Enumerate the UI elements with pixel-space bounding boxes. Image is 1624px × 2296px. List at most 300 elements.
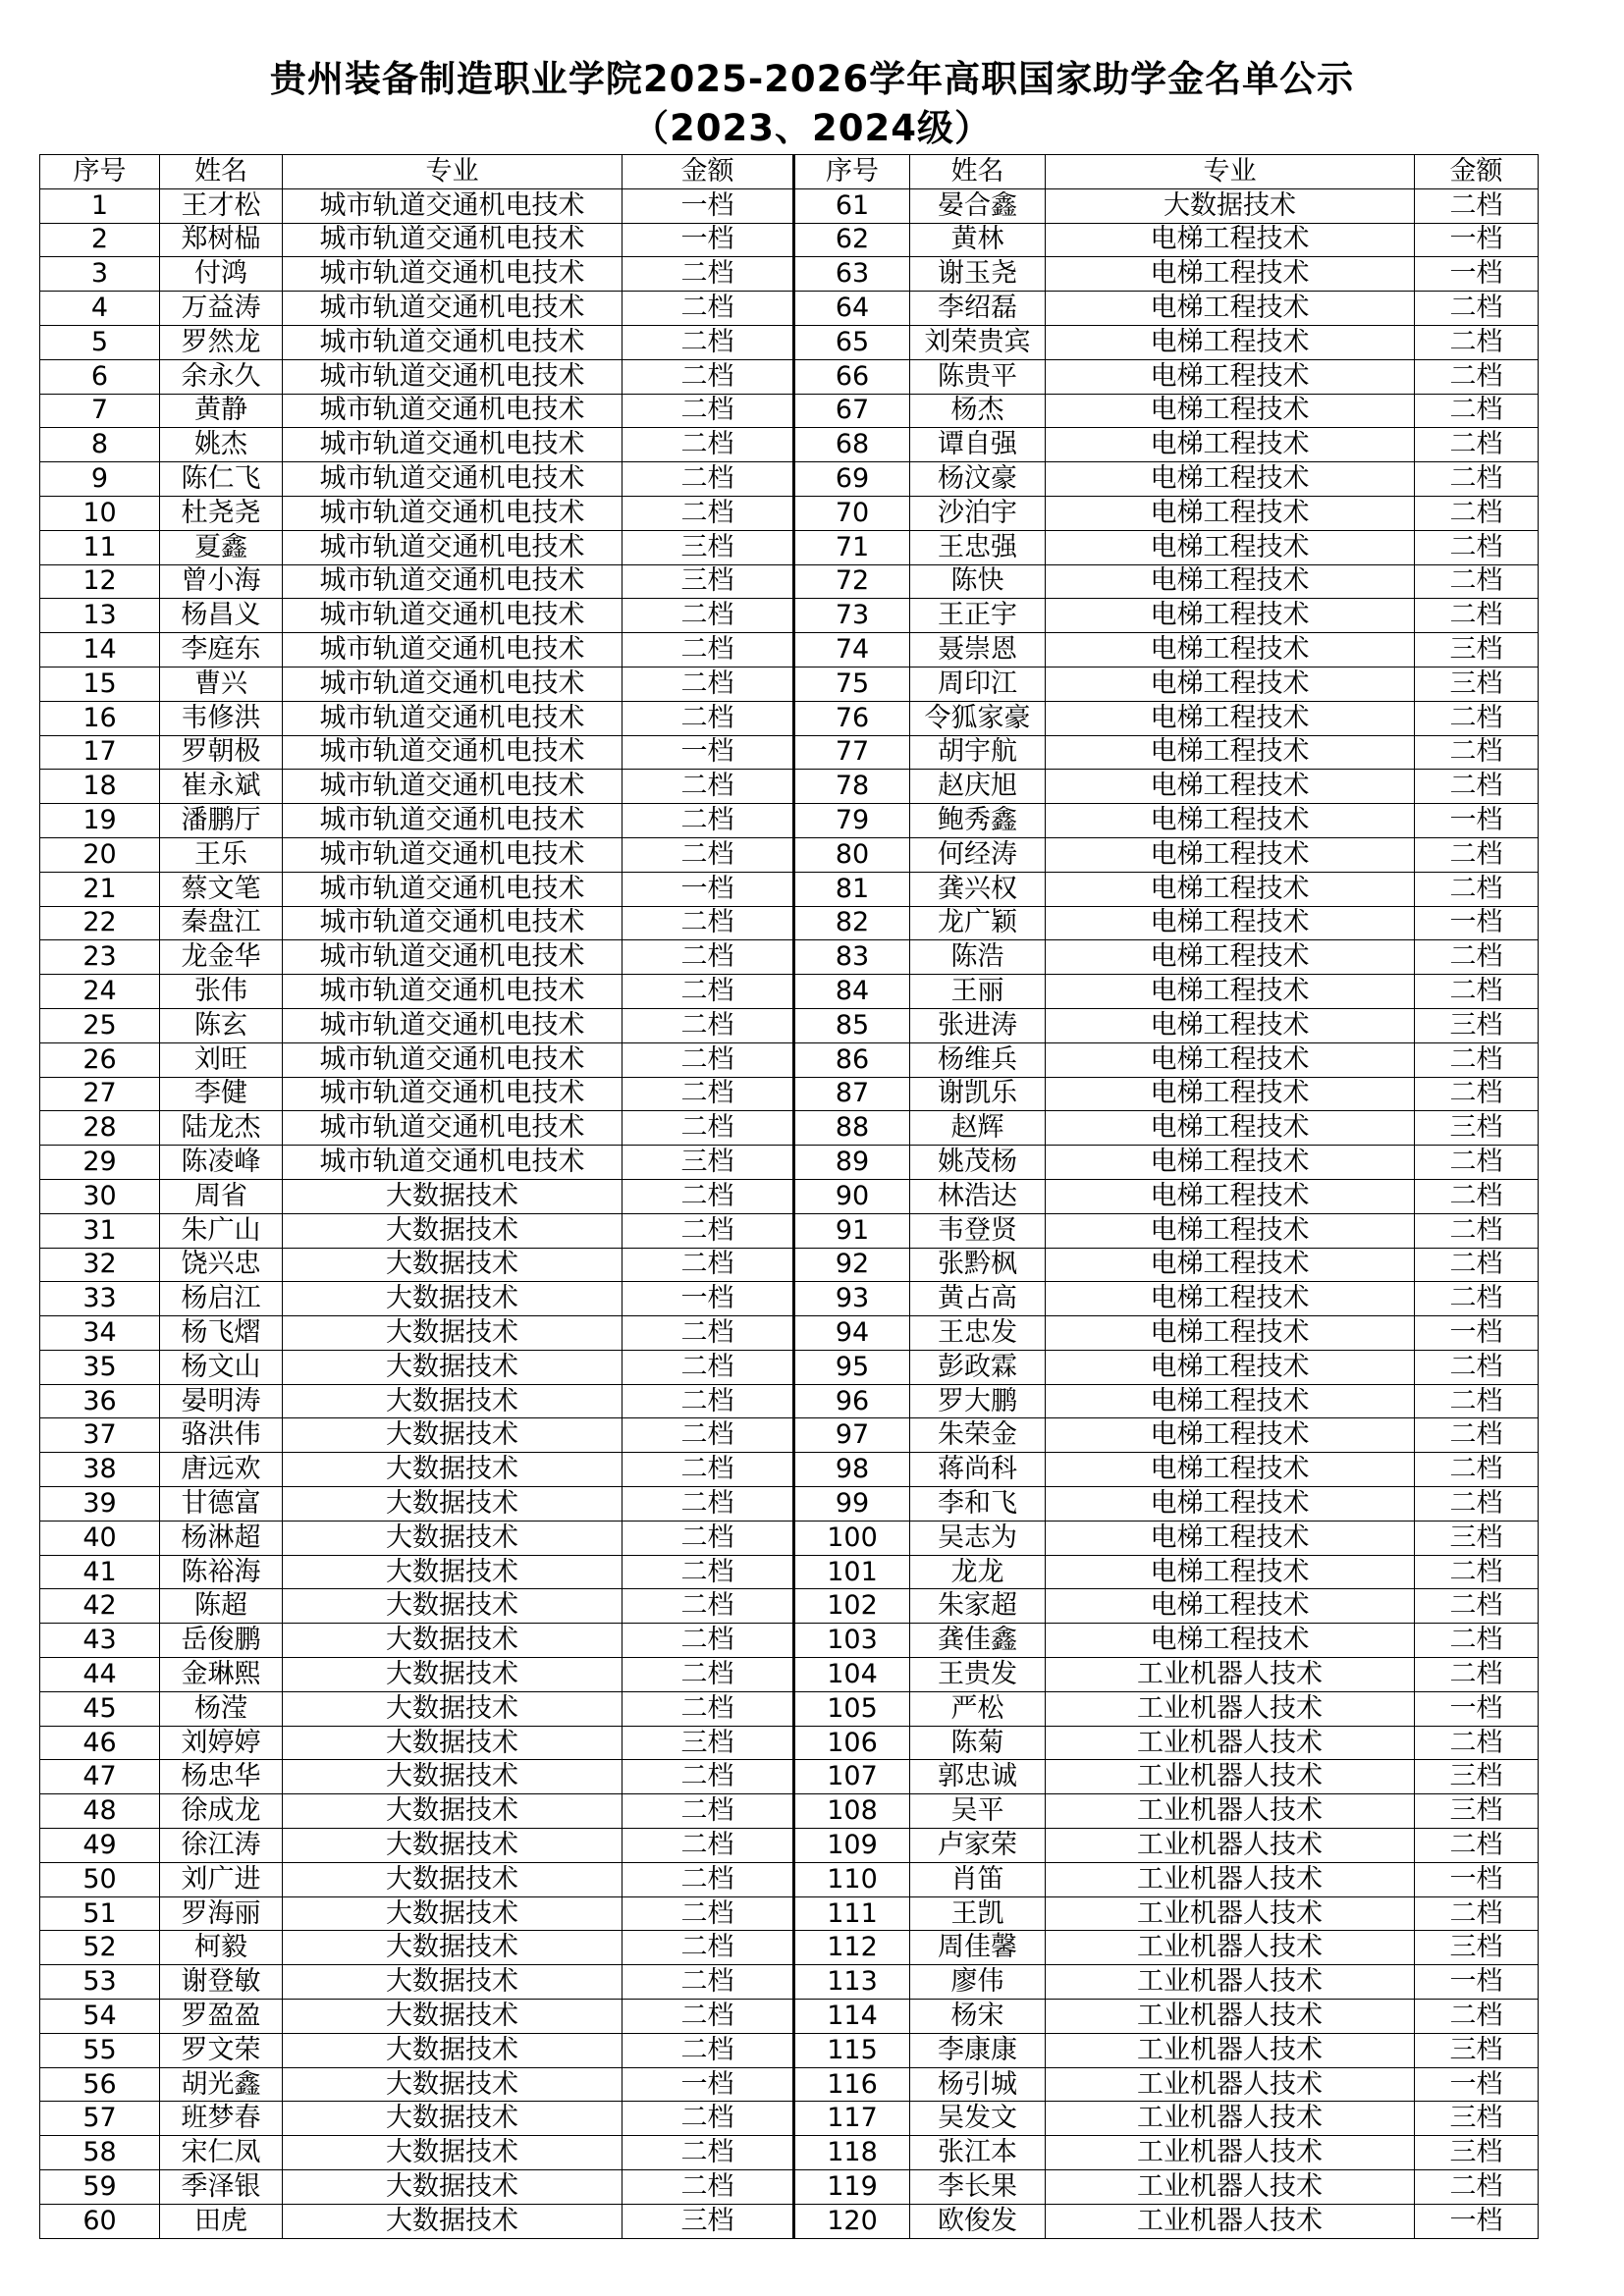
amount-cell: 二档 [1415, 564, 1539, 599]
seq-cell: 14 [40, 633, 160, 667]
amount-cell: 二档 [623, 325, 794, 359]
major-cell: 城市轨道交通机电技术 [283, 804, 623, 838]
seq-cell: 64 [794, 292, 910, 326]
name-cell: 杨宋 [910, 2000, 1046, 2034]
major-cell: 大数据技术 [283, 1624, 623, 1658]
name-cell: 严松 [910, 1691, 1046, 1726]
major-cell: 城市轨道交通机电技术 [283, 837, 623, 872]
amount-cell: 三档 [1415, 2102, 1539, 2136]
name-cell: 杨昌义 [160, 599, 283, 633]
name-cell: 张黔枫 [910, 1248, 1046, 1282]
amount-cell: 二档 [623, 1896, 794, 1931]
table-row [40, 872, 1539, 906]
major-cell: 大数据技术 [283, 1862, 623, 1896]
major-cell: 城市轨道交通机电技术 [283, 906, 623, 940]
amount-cell: 二档 [1415, 462, 1539, 497]
amount-cell: 二档 [1415, 735, 1539, 770]
amount-cell: 二档 [1415, 837, 1539, 872]
seq-cell: 6 [40, 359, 160, 394]
seq-cell: 2 [40, 223, 160, 257]
seq-cell: 38 [40, 1453, 160, 1487]
major-cell: 电梯工程技术 [1046, 1384, 1415, 1418]
amount-cell: 二档 [623, 2102, 794, 2136]
major-cell: 电梯工程技术 [1046, 1213, 1415, 1248]
major-cell: 大数据技术 [283, 1282, 623, 1316]
seq-cell: 97 [794, 1418, 910, 1453]
major-cell: 工业机器人技术 [1046, 1658, 1415, 1692]
major-cell: 大数据技术 [283, 1658, 623, 1692]
seq-cell: 13 [40, 599, 160, 633]
table-row [40, 496, 1539, 530]
name-cell: 罗海丽 [160, 1896, 283, 1931]
name-cell: 沙泊宇 [910, 496, 1046, 530]
name-cell: 张江本 [910, 2136, 1046, 2170]
table-row [40, 2204, 1539, 2238]
seq-cell: 51 [40, 1896, 160, 1931]
amount-cell: 二档 [623, 1077, 794, 1111]
seq-cell: 108 [794, 1794, 910, 1829]
seq-cell: 60 [40, 2204, 160, 2238]
seq-cell: 72 [794, 564, 910, 599]
major-cell: 电梯工程技术 [1046, 1487, 1415, 1522]
amount-cell: 二档 [1415, 428, 1539, 462]
major-cell: 大数据技术 [283, 1691, 623, 1726]
amount-cell: 二档 [1415, 292, 1539, 326]
amount-cell: 二档 [1415, 599, 1539, 633]
seq-cell: 98 [794, 1453, 910, 1487]
major-cell: 城市轨道交通机电技术 [283, 359, 623, 394]
name-cell: 陈凌峰 [160, 1146, 283, 1180]
amount-cell: 二档 [623, 428, 794, 462]
seq-cell: 54 [40, 2000, 160, 2034]
major-cell: 工业机器人技术 [1046, 1862, 1415, 1896]
amount-cell: 二档 [1415, 1042, 1539, 1077]
major-cell: 城市轨道交通机电技术 [283, 599, 623, 633]
name-cell: 谢凯乐 [910, 1077, 1046, 1111]
name-cell: 陈菊 [910, 1726, 1046, 1760]
seq-cell: 33 [40, 1282, 160, 1316]
major-cell: 大数据技术 [283, 1829, 623, 1863]
major-cell: 电梯工程技术 [1046, 462, 1415, 497]
seq-cell: 95 [794, 1350, 910, 1384]
major-cell: 电梯工程技术 [1046, 292, 1415, 326]
table-row [40, 1042, 1539, 1077]
name-cell: 杨滢 [160, 1691, 283, 1726]
amount-cell: 二档 [1415, 496, 1539, 530]
name-cell: 黄林 [910, 223, 1046, 257]
seq-cell: 46 [40, 1726, 160, 1760]
major-cell: 电梯工程技术 [1046, 428, 1415, 462]
name-cell: 聂崇恩 [910, 633, 1046, 667]
major-cell: 大数据技术 [283, 2136, 623, 2170]
name-cell: 吴志为 [910, 1521, 1046, 1555]
table-row [40, 906, 1539, 940]
major-cell: 电梯工程技术 [1046, 837, 1415, 872]
major-cell: 城市轨道交通机电技术 [283, 428, 623, 462]
major-cell: 大数据技术 [283, 1179, 623, 1213]
seq-cell: 50 [40, 1862, 160, 1896]
table-row [40, 2033, 1539, 2067]
major-cell: 城市轨道交通机电技术 [283, 1042, 623, 1077]
name-cell: 郭忠诚 [910, 1760, 1046, 1794]
name-cell: 姚茂杨 [910, 1146, 1046, 1180]
amount-cell: 二档 [1415, 359, 1539, 394]
table-row [40, 770, 1539, 804]
major-cell: 工业机器人技术 [1046, 1760, 1415, 1794]
name-cell: 崔永斌 [160, 770, 283, 804]
table-row [40, 292, 1539, 326]
amount-cell: 三档 [623, 530, 794, 564]
amount-cell: 一档 [1415, 1691, 1539, 1726]
table-row [40, 1624, 1539, 1658]
amount-cell: 三档 [1415, 2033, 1539, 2067]
amount-cell: 二档 [1415, 1555, 1539, 1589]
seq-cell: 1 [40, 188, 160, 223]
table-row [40, 2170, 1539, 2205]
table-row [40, 1453, 1539, 1487]
major-cell: 城市轨道交通机电技术 [283, 188, 623, 223]
name-cell: 彭政霖 [910, 1350, 1046, 1384]
amount-cell: 二档 [623, 359, 794, 394]
name-cell: 唐远欢 [160, 1453, 283, 1487]
name-cell: 李绍磊 [910, 292, 1046, 326]
seq-cell: 78 [794, 770, 910, 804]
seq-cell: 31 [40, 1213, 160, 1248]
major-cell: 大数据技术 [283, 2000, 623, 2034]
name-cell: 罗然龙 [160, 325, 283, 359]
major-cell: 城市轨道交通机电技术 [283, 940, 623, 975]
seq-cell: 28 [40, 1111, 160, 1146]
seq-cell: 94 [794, 1316, 910, 1351]
name-cell: 赵庆旭 [910, 770, 1046, 804]
major-cell: 大数据技术 [283, 1965, 623, 2000]
amount-cell: 二档 [1415, 1453, 1539, 1487]
name-cell: 陈裕海 [160, 1555, 283, 1589]
major-cell: 电梯工程技术 [1046, 394, 1415, 428]
amount-cell: 二档 [623, 496, 794, 530]
major-cell: 电梯工程技术 [1046, 1077, 1415, 1111]
name-cell: 田虎 [160, 2204, 283, 2238]
name-cell: 谢玉尧 [910, 257, 1046, 292]
seq-cell: 81 [794, 872, 910, 906]
amount-cell: 二档 [623, 292, 794, 326]
major-cell: 电梯工程技术 [1046, 701, 1415, 735]
seq-cell: 24 [40, 975, 160, 1009]
name-cell: 王贵发 [910, 1658, 1046, 1692]
amount-cell: 三档 [1415, 667, 1539, 701]
seq-cell: 26 [40, 1042, 160, 1077]
seq-cell: 43 [40, 1624, 160, 1658]
document-subtitle: （2023、2024级） [632, 107, 992, 149]
seq-cell: 61 [794, 188, 910, 223]
major-cell: 电梯工程技术 [1046, 1146, 1415, 1180]
major-cell: 大数据技术 [283, 1350, 623, 1384]
table-row [40, 1658, 1539, 1692]
major-cell: 城市轨道交通机电技术 [283, 872, 623, 906]
major-cell: 城市轨道交通机电技术 [283, 462, 623, 497]
amount-cell: 一档 [623, 1282, 794, 1316]
seq-cell: 119 [794, 2170, 910, 2205]
amount-cell: 二档 [1415, 872, 1539, 906]
name-cell: 刘婷婷 [160, 1726, 283, 1760]
amount-cell: 二档 [623, 1555, 794, 1589]
table-row [40, 1829, 1539, 1863]
amount-cell: 二档 [623, 394, 794, 428]
amount-cell: 一档 [1415, 1862, 1539, 1896]
name-cell: 王乐 [160, 837, 283, 872]
name-cell: 陈贵平 [910, 359, 1046, 394]
seq-cell: 89 [794, 1146, 910, 1180]
amount-cell: 二档 [1415, 1146, 1539, 1180]
major-cell: 电梯工程技术 [1046, 223, 1415, 257]
header-name: 姓名 [160, 155, 283, 189]
seq-cell: 100 [794, 1521, 910, 1555]
table-row [40, 1418, 1539, 1453]
major-cell: 电梯工程技术 [1046, 1008, 1415, 1042]
table-row [40, 1077, 1539, 1111]
name-cell: 罗朝极 [160, 735, 283, 770]
major-cell: 城市轨道交通机电技术 [283, 1111, 623, 1146]
major-cell: 工业机器人技术 [1046, 1691, 1415, 1726]
amount-cell: 三档 [1415, 1760, 1539, 1794]
table-row [40, 428, 1539, 462]
table-row [40, 530, 1539, 564]
amount-cell: 二档 [623, 1384, 794, 1418]
major-cell: 电梯工程技术 [1046, 1521, 1415, 1555]
seq-cell: 75 [794, 667, 910, 701]
amount-cell: 二档 [623, 975, 794, 1009]
amount-cell: 二档 [623, 804, 794, 838]
amount-cell: 三档 [1415, 1111, 1539, 1146]
seq-cell: 37 [40, 1418, 160, 1453]
name-cell: 骆洪伟 [160, 1418, 283, 1453]
header-amount: 金额 [623, 155, 794, 189]
seq-cell: 88 [794, 1111, 910, 1146]
major-cell: 城市轨道交通机电技术 [283, 1077, 623, 1111]
name-cell: 付鸿 [160, 257, 283, 292]
name-cell: 欧俊发 [910, 2204, 1046, 2238]
major-cell: 城市轨道交通机电技术 [283, 667, 623, 701]
amount-cell: 二档 [623, 1794, 794, 1829]
name-cell: 杨杰 [910, 394, 1046, 428]
amount-cell: 二档 [623, 1350, 794, 1384]
seq-cell: 110 [794, 1862, 910, 1896]
amount-cell: 二档 [623, 1829, 794, 1863]
major-cell: 城市轨道交通机电技术 [283, 223, 623, 257]
amount-cell: 二档 [623, 940, 794, 975]
seq-cell: 41 [40, 1555, 160, 1589]
seq-cell: 101 [794, 1555, 910, 1589]
name-cell: 肖笛 [910, 1862, 1046, 1896]
seq-cell: 63 [794, 257, 910, 292]
amount-cell: 三档 [1415, 1794, 1539, 1829]
seq-cell: 96 [794, 1384, 910, 1418]
major-cell: 大数据技术 [283, 1760, 623, 1794]
seq-cell: 67 [794, 394, 910, 428]
name-cell: 万益涛 [160, 292, 283, 326]
name-cell: 王才松 [160, 188, 283, 223]
table-row [40, 2067, 1539, 2102]
amount-cell: 三档 [623, 2204, 794, 2238]
amount-cell: 三档 [1415, 1008, 1539, 1042]
table-row [40, 188, 1539, 223]
table-row [40, 940, 1539, 975]
major-cell: 大数据技术 [283, 1453, 623, 1487]
major-cell: 电梯工程技术 [1046, 496, 1415, 530]
seq-cell: 57 [40, 2102, 160, 2136]
amount-cell: 二档 [1415, 2170, 1539, 2205]
seq-cell: 79 [794, 804, 910, 838]
name-cell: 杨飞熠 [160, 1316, 283, 1351]
major-cell: 电梯工程技术 [1046, 1589, 1415, 1624]
amount-cell: 二档 [623, 1521, 794, 1555]
seq-cell: 45 [40, 1691, 160, 1726]
table-row [40, 1794, 1539, 1829]
name-cell: 陈玄 [160, 1008, 283, 1042]
table-row [40, 394, 1539, 428]
major-cell: 工业机器人技术 [1046, 2067, 1415, 2102]
amount-cell: 一档 [1415, 1316, 1539, 1351]
amount-cell: 二档 [1415, 1350, 1539, 1384]
table-row [40, 462, 1539, 497]
amount-cell: 二档 [623, 837, 794, 872]
seq-cell: 90 [794, 1179, 910, 1213]
name-cell: 张进涛 [910, 1008, 1046, 1042]
grant-recipients-table [39, 154, 1539, 2239]
seq-cell: 47 [40, 1760, 160, 1794]
amount-cell: 二档 [623, 1965, 794, 2000]
major-cell: 工业机器人技术 [1046, 1965, 1415, 2000]
amount-cell: 二档 [1415, 1418, 1539, 1453]
major-cell: 大数据技术 [283, 1896, 623, 1931]
name-cell: 饶兴忠 [160, 1248, 283, 1282]
seq-cell: 111 [794, 1896, 910, 1931]
amount-cell: 一档 [623, 735, 794, 770]
name-cell: 谭自强 [910, 428, 1046, 462]
amount-cell: 三档 [1415, 633, 1539, 667]
major-cell: 工业机器人技术 [1046, 2136, 1415, 2170]
major-cell: 电梯工程技术 [1046, 1316, 1415, 1351]
amount-cell: 二档 [1415, 1624, 1539, 1658]
table-row [40, 1965, 1539, 2000]
name-cell: 杨维兵 [910, 1042, 1046, 1077]
amount-cell: 二档 [1415, 975, 1539, 1009]
table-header-row [40, 155, 1539, 189]
seq-cell: 65 [794, 325, 910, 359]
name-cell: 杨汶豪 [910, 462, 1046, 497]
amount-cell: 二档 [623, 1691, 794, 1726]
amount-cell: 二档 [623, 1658, 794, 1692]
seq-cell: 62 [794, 223, 910, 257]
major-cell: 电梯工程技术 [1046, 1179, 1415, 1213]
amount-cell: 三档 [623, 1726, 794, 1760]
amount-cell: 一档 [1415, 257, 1539, 292]
amount-cell: 一档 [1415, 2067, 1539, 2102]
seq-cell: 103 [794, 1624, 910, 1658]
name-cell: 王忠发 [910, 1316, 1046, 1351]
amount-cell: 二档 [623, 1624, 794, 1658]
seq-cell: 15 [40, 667, 160, 701]
major-cell: 城市轨道交通机电技术 [283, 770, 623, 804]
table-row [40, 667, 1539, 701]
header-name: 姓名 [910, 155, 1046, 189]
seq-cell: 59 [40, 2170, 160, 2205]
amount-cell: 二档 [1415, 701, 1539, 735]
name-cell: 杨忠华 [160, 1760, 283, 1794]
name-cell: 王凯 [910, 1896, 1046, 1931]
table-row [40, 257, 1539, 292]
seq-cell: 117 [794, 2102, 910, 2136]
major-cell: 电梯工程技术 [1046, 804, 1415, 838]
major-cell: 电梯工程技术 [1046, 1624, 1415, 1658]
seq-cell: 120 [794, 2204, 910, 2238]
major-cell: 大数据技术 [1046, 188, 1415, 223]
major-cell: 工业机器人技术 [1046, 2204, 1415, 2238]
name-cell: 龙龙 [910, 1555, 1046, 1589]
major-cell: 大数据技术 [283, 2033, 623, 2067]
major-cell: 工业机器人技术 [1046, 2000, 1415, 2034]
table-row [40, 564, 1539, 599]
name-cell: 陈浩 [910, 940, 1046, 975]
table-row [40, 1589, 1539, 1624]
amount-cell: 二档 [1415, 1077, 1539, 1111]
amount-cell: 二档 [623, 906, 794, 940]
amount-cell: 二档 [623, 1760, 794, 1794]
name-cell: 班梦春 [160, 2102, 283, 2136]
name-cell: 刘旺 [160, 1042, 283, 1077]
amount-cell: 一档 [623, 188, 794, 223]
amount-cell: 二档 [1415, 1213, 1539, 1248]
table-row [40, 1896, 1539, 1931]
name-cell: 周印江 [910, 667, 1046, 701]
table-row [40, 325, 1539, 359]
seq-cell: 12 [40, 564, 160, 599]
major-cell: 城市轨道交通机电技术 [283, 530, 623, 564]
name-cell: 罗文荣 [160, 2033, 283, 2067]
name-cell: 鲍秀鑫 [910, 804, 1046, 838]
major-cell: 城市轨道交通机电技术 [283, 1146, 623, 1180]
amount-cell: 二档 [623, 1213, 794, 1248]
amount-cell: 二档 [1415, 1726, 1539, 1760]
major-cell: 电梯工程技术 [1046, 1418, 1415, 1453]
amount-cell: 二档 [623, 462, 794, 497]
name-cell: 蔡文笔 [160, 872, 283, 906]
major-cell: 工业机器人技术 [1046, 1829, 1415, 1863]
name-cell: 李康康 [910, 2033, 1046, 2067]
name-cell: 陆龙杰 [160, 1111, 283, 1146]
table-row [40, 1760, 1539, 1794]
amount-cell: 二档 [623, 1008, 794, 1042]
name-cell: 杨引城 [910, 2067, 1046, 2102]
name-cell: 龙广颖 [910, 906, 1046, 940]
amount-cell: 二档 [623, 1418, 794, 1453]
table-row [40, 1521, 1539, 1555]
major-cell: 工业机器人技术 [1046, 2170, 1415, 2205]
table-row [40, 1146, 1539, 1180]
major-cell: 大数据技术 [283, 2067, 623, 2102]
seq-cell: 105 [794, 1691, 910, 1726]
major-cell: 电梯工程技术 [1046, 530, 1415, 564]
seq-cell: 17 [40, 735, 160, 770]
table-row [40, 1179, 1539, 1213]
amount-cell: 三档 [623, 1146, 794, 1180]
major-cell: 大数据技术 [283, 1589, 623, 1624]
seq-cell: 7 [40, 394, 160, 428]
major-cell: 电梯工程技术 [1046, 667, 1415, 701]
name-cell: 李健 [160, 1077, 283, 1111]
seq-cell: 104 [794, 1658, 910, 1692]
table-row [40, 2000, 1539, 2034]
